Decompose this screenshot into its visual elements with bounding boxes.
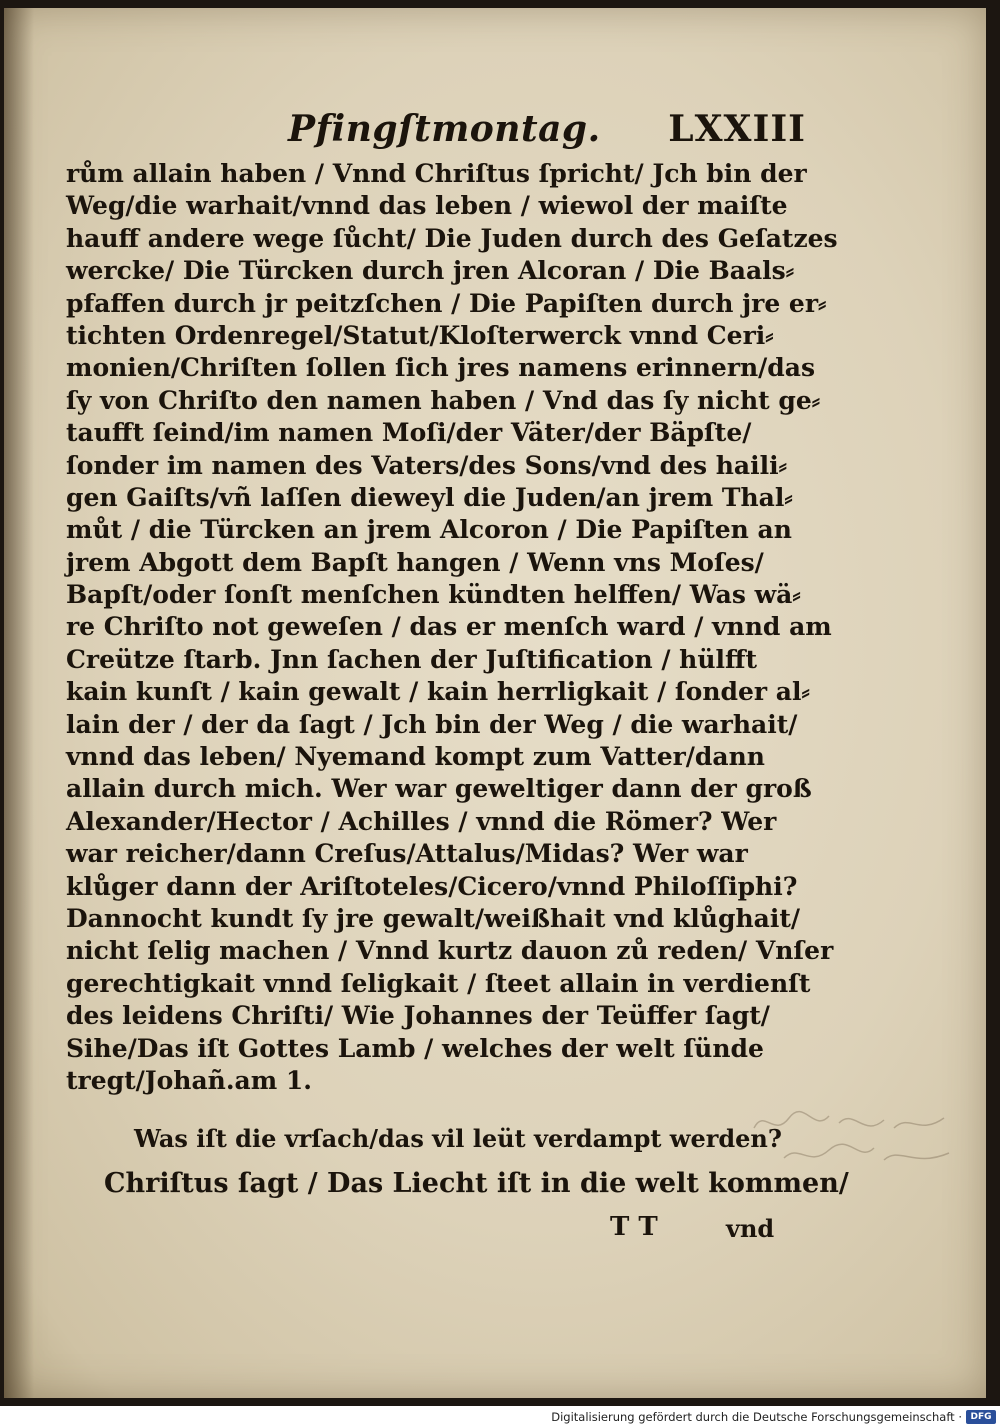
text-line: Dannocht kundt ſy jre gewalt/weißhait vnd klůghait/	[66, 903, 801, 933]
text-line: jrem Abgott dem Bapſt hangen / Wenn vns Moſes/	[66, 547, 764, 577]
text-line: war reicher/dann Creſus/Attalus/Midas? Wer war	[66, 839, 748, 869]
running-head: Pfingſtmontag.	[288, 108, 601, 150]
footer-credit: Digitalisierung gefördert durch die Deutsche Forschungsgemeinschaft ·	[551, 1410, 962, 1424]
text-line: wercke/ Die Türcken durch jren Alcoran / Die Baals⸗	[66, 256, 795, 286]
text-line: gerechtigkait vnnd ſeligkait / ſteet allain in verdienſt	[66, 968, 811, 998]
text-line: taufft ſeind/im namen Moſi/der Väter/der Bäpſte/	[66, 418, 752, 448]
digitization-footer	[0, 1406, 1000, 1428]
text-line: Bapſt/oder ſonſt menſchen kündten helffen/ Was wä⸗	[66, 580, 801, 610]
answer-line: Chriſtus ſagt / Das Liecht iſt in die welt kommen/	[104, 1168, 849, 1199]
text-line: tichten Ordenregel/Statut/Kloſterwerck vnnd Ceri⸗	[66, 320, 774, 350]
book-page	[4, 8, 986, 1398]
text-line: hauff andere wege ſůcht/ Die Juden durch des Geſatzes	[66, 223, 838, 253]
text-line: lain der / der da ſagt / Jch bin der Weg / die warhait/	[66, 709, 798, 739]
text-line: rům allain haben / Vnnd Chriſtus ſpricht/ Jch bin der	[66, 159, 807, 188]
gutter-shadow	[4, 8, 34, 1398]
text-line: Alexander/Hector / Achilles / vnnd die Römer? Wer	[66, 806, 777, 836]
body-text	[66, 158, 838, 1097]
text-line: monien/Chriſten ſollen ſich jres namens erinnern/das	[66, 353, 816, 383]
catchword: vnd	[726, 1214, 775, 1243]
text-line: kain kunſt / kain gewalt / kain herrligkait / ſonder al⸗	[66, 677, 810, 707]
text-line: allain durch mich. Wer war geweltiger dann der groß	[66, 774, 812, 804]
text-line: pfaffen durch jr peitzſchen / Die Papiſten durch jre er⸗	[66, 288, 827, 318]
text-line: můt / die Türcken an jrem Alcoron / Die Papiſten an	[66, 515, 792, 545]
dfg-logo: DFG	[966, 1410, 996, 1424]
text-line: des leidens Chriſti/ Wie Johannes der Teüffer ſagt/	[66, 1001, 770, 1031]
text-line: gen Gaiſts/vñ laſſen dieweyl die Juden/an jrem Thal⸗	[66, 482, 793, 512]
text-line: nicht ſelig machen / Vnnd kurtz dauon zů reden/ Vnſer	[66, 936, 834, 966]
text-line: ſy von Chriſto den namen haben / Vnd das ſy nicht ge⸗	[66, 385, 821, 415]
text-line: Weg/die warhait/vnnd das leben / wiewol der maiſte	[66, 191, 788, 221]
text-line: klůger dann der Ariſtoteles/Cicero/vnnd Philoſſiphi?	[66, 871, 798, 901]
question-heading: Was iſt die vrſach/das vil leüt verdampt werden?	[134, 1124, 782, 1153]
text-line: ſonder im namen des Vaters/des Sons/vnd des haili⸗	[66, 450, 787, 480]
text-line: Sihe/Das iſt Gottes Lamb / welches der welt ſünde	[66, 1033, 764, 1063]
folio-number: LXXIII	[668, 108, 806, 150]
text-line: tregt/Johañ.am 1.	[66, 1065, 312, 1095]
signature-mark: T T	[610, 1212, 658, 1242]
text-line: Creütze ſtarb. Jnn ſachen der Juſtification / hülfft	[66, 644, 758, 674]
text-line: re Chriſto not geweſen / das er menſch ward / vnnd am	[66, 612, 832, 642]
text-line: vnnd das leben/ Nyemand kompt zum Vatter/dann	[66, 742, 765, 772]
page-header	[66, 108, 806, 158]
